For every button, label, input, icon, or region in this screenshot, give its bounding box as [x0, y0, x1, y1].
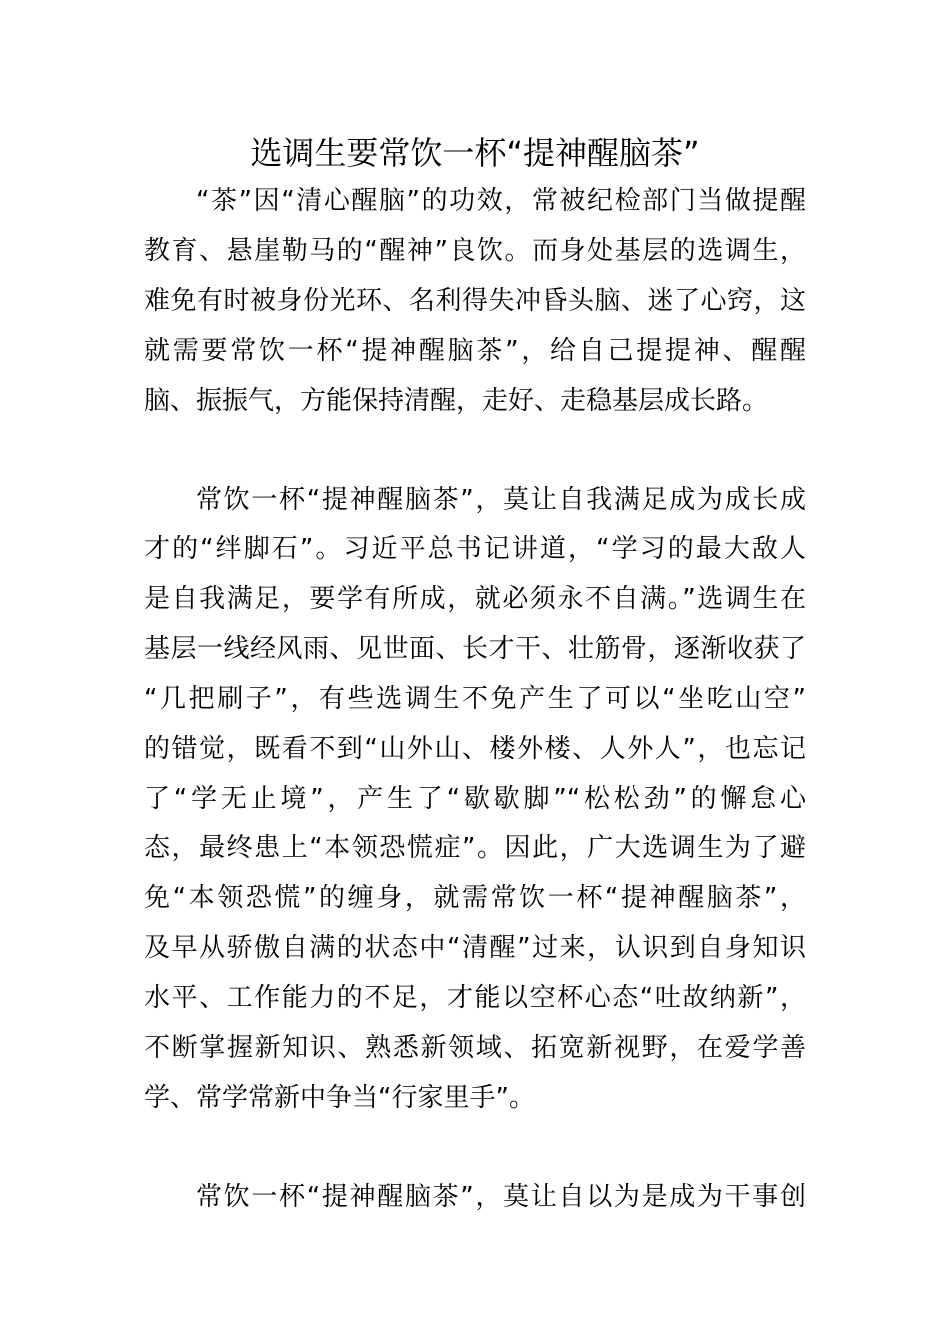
paragraph-2-line-5: “几把刷子”，有些选调生不免产生了可以“坐吃山空” — [144, 684, 806, 714]
paragraph-3-line-1: 常饮一杯“提神醒脑茶”，莫让自以为是成为干事创 — [196, 1182, 806, 1212]
paragraph-2-line-8: 态，最终患上“本领恐慌症”。因此，广大选调生为了避 — [144, 833, 806, 863]
paragraph-1-line-3: 难免有时被身份光环、名利得失冲昏头脑、迷了心窍，这 — [144, 286, 806, 316]
paragraph-2-line-9: 免“本领恐慌”的缠身，就需常饮一杯“提神醒脑茶”， — [144, 883, 806, 913]
paragraph-1-line-1: “茶”因“清心醒脑”的功效，常被纪检部门当做提醒 — [196, 186, 806, 216]
paragraph-2-line-4: 基层一线经风雨、见世面、长才干、壮筋骨，逐渐收获了 — [144, 634, 806, 664]
paragraph-2-line-10: 及早从骄傲自满的状态中“清醒”过来，认识到自身知识 — [144, 933, 806, 963]
paragraph-2-line-1: 常饮一杯“提神醒脑茶”，莫让自我满足成为成长成 — [196, 485, 806, 515]
paragraph-2-line-13: 学、常学常新中争当“行家里手”。 — [144, 1083, 535, 1113]
paragraph-2-line-12: 不断掌握新知识、熟悉新领域、拓宽新视野，在爱学善 — [144, 1033, 806, 1063]
paragraph-2-line-11: 水平、工作能力的不足，才能以空杯心态“吐故纳新”， — [144, 983, 806, 1013]
paragraph-2-line-7: 了“学无止境”，产生了“歇歇脚”“松松劲”的懈怠心 — [144, 784, 806, 814]
document-title: 选调生要常饮一杯“提神醒脑茶” — [250, 134, 700, 172]
paragraph-1-line-4: 就需要常饮一杯“提神醒脑茶”，给自己提提神、醒醒 — [144, 336, 806, 366]
paragraph-2-line-2: 才的“绊脚石”。习近平总书记讲道，“学习的最大敌人 — [144, 534, 806, 564]
paragraph-1-line-5: 脑、振振气，方能保持清醒，走好、走稳基层成长路。 — [144, 386, 769, 416]
paragraph-2-line-6: 的错觉，既看不到“山外山、楼外楼、人外人”，也忘记 — [144, 734, 806, 764]
paragraph-1-line-2: 教育、悬崖勒马的“醒神”良饮。而身处基层的选调生， — [144, 236, 806, 266]
paragraph-2-line-3: 是自我满足，要学有所成，就必须永不自满。”选调生在 — [144, 584, 806, 614]
